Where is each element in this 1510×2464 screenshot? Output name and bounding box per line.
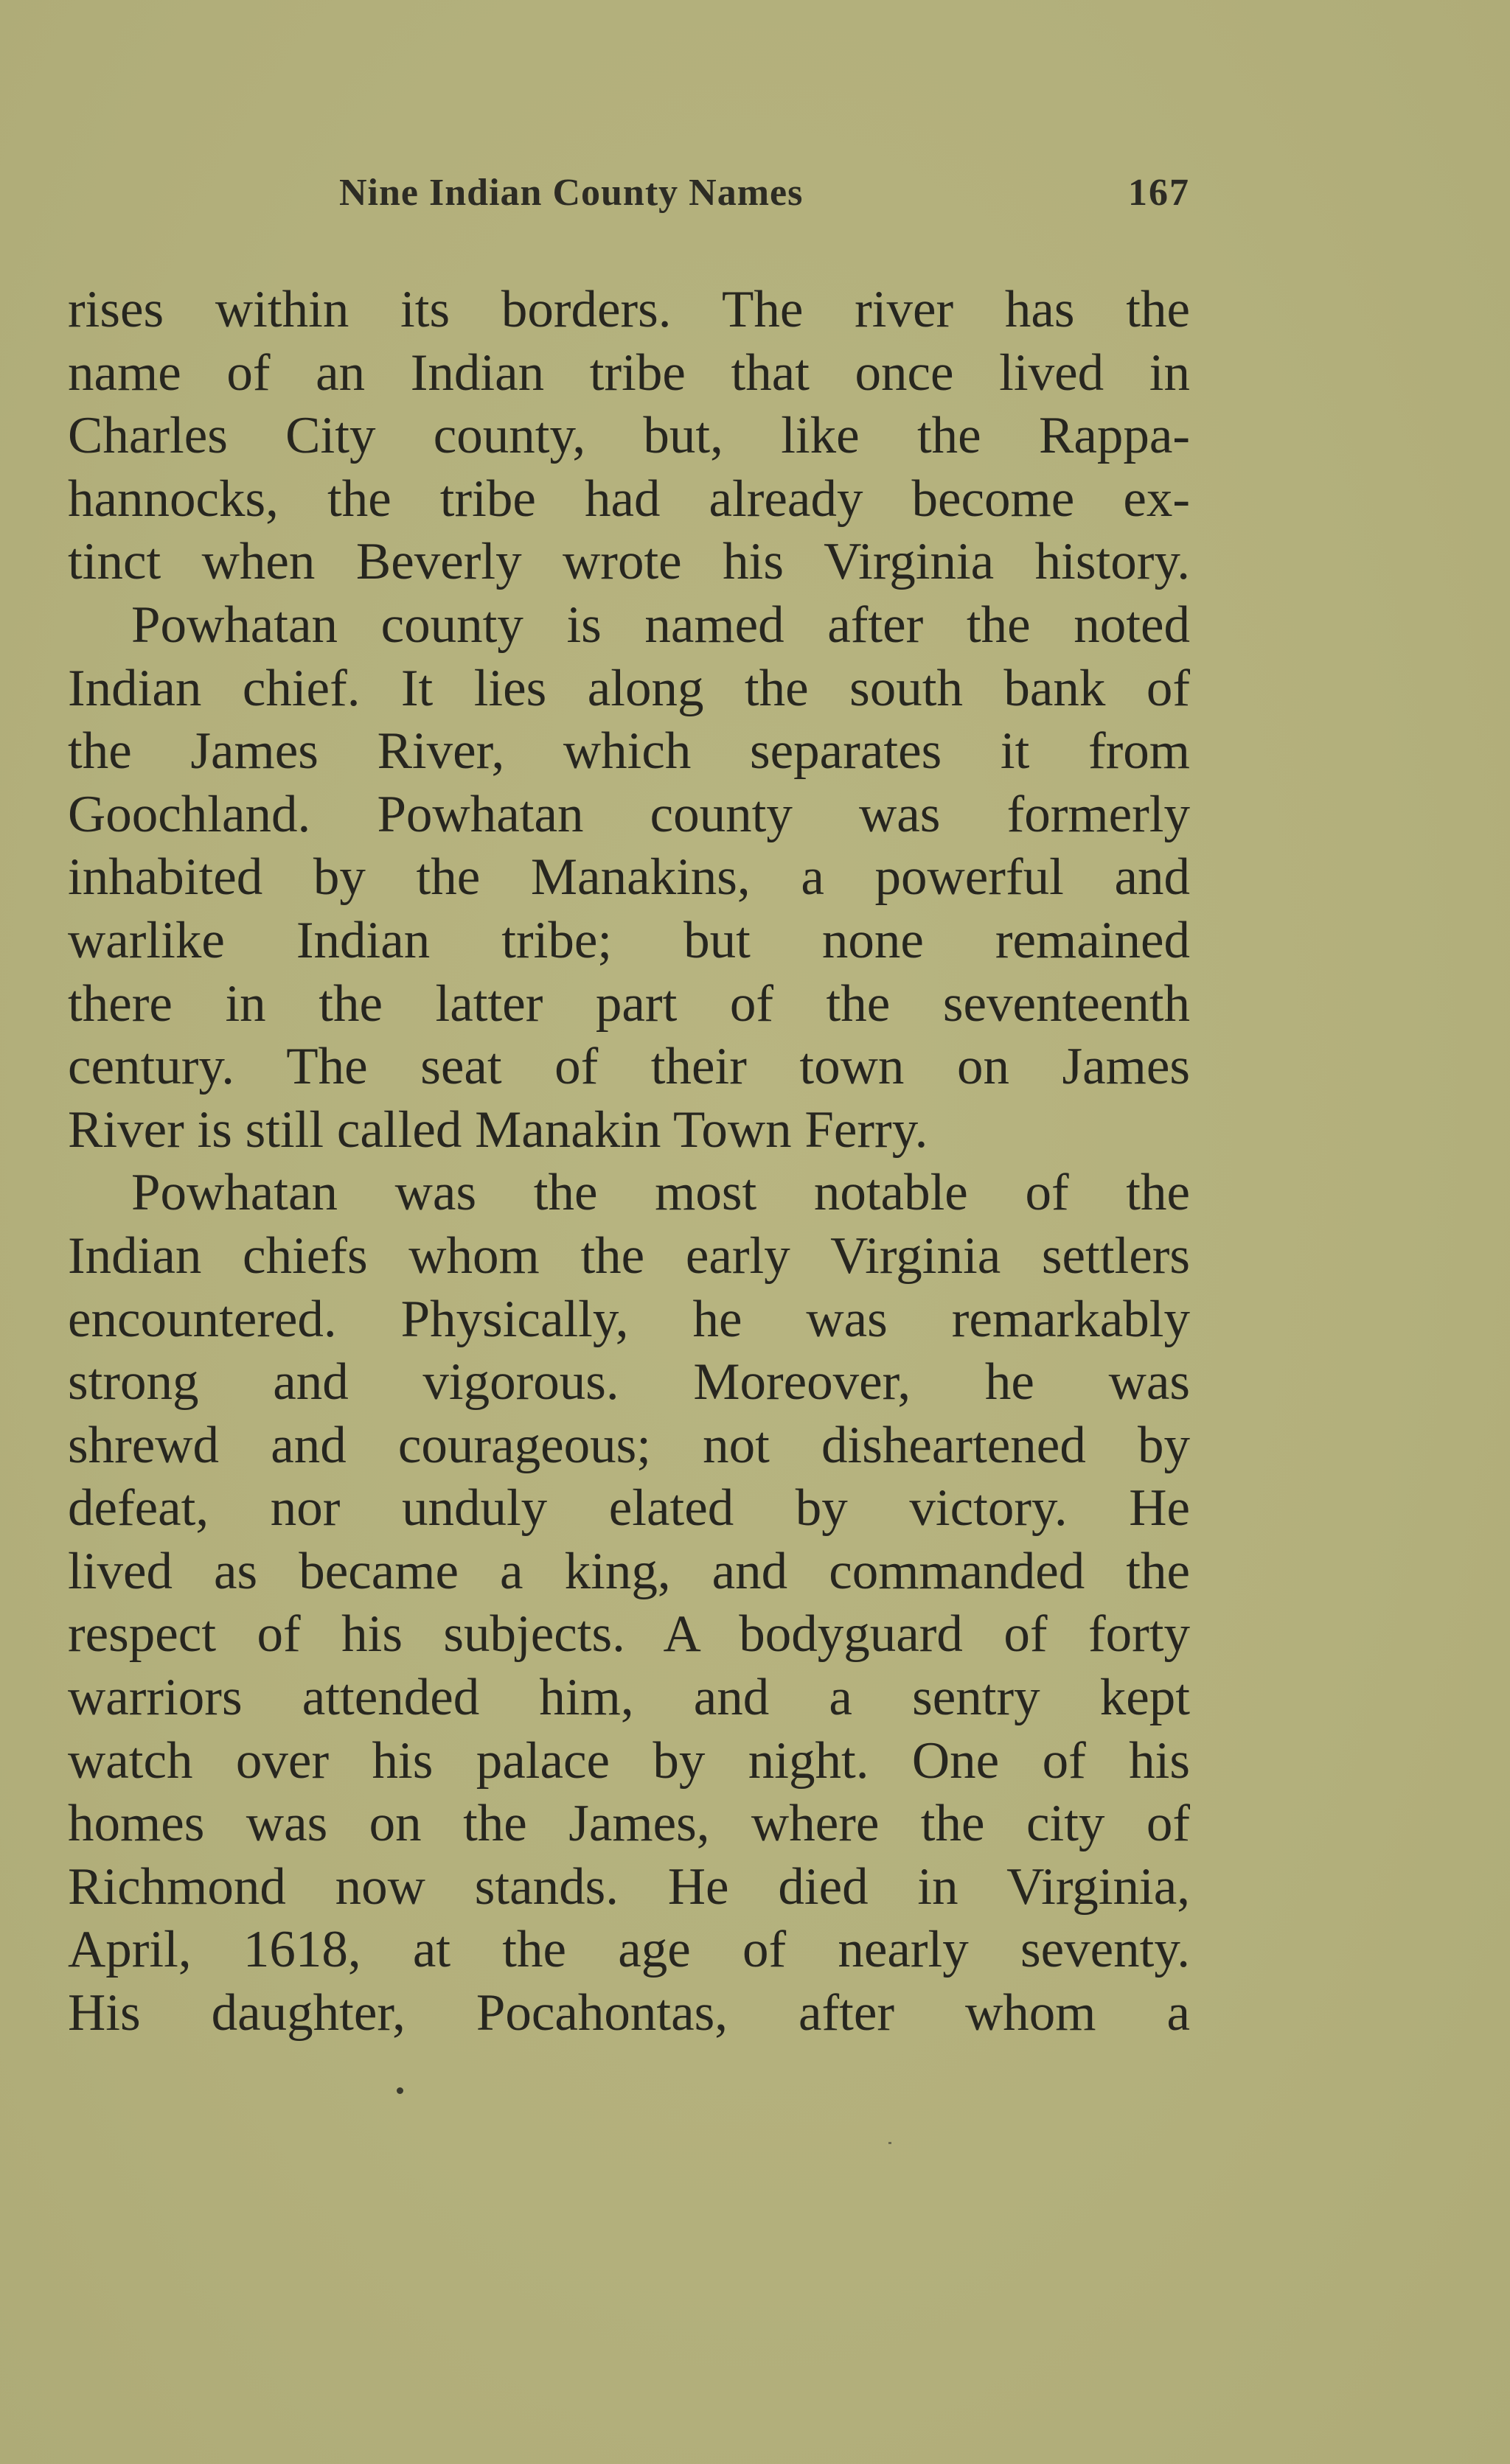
text-line: encountered. Physically, he was remarkably <box>68 1290 1190 1348</box>
text-line: century. The seat of their town on James <box>68 1038 1190 1096</box>
text-line: Indian chief. It lies along the south bank of <box>68 659 1190 717</box>
paragraph-end-line: River is still called Manakin Town Ferry. <box>68 1100 928 1159</box>
text-line: defeat, nor unduly elated by victory. He <box>68 1479 1190 1538</box>
text-line: shrewd and courageous; not disheartened by <box>68 1416 1190 1474</box>
text-line: rises within its borders. The river has the <box>68 281 1190 338</box>
page-number: 167 <box>1128 172 1190 214</box>
ink-speck <box>888 2142 891 2144</box>
text-line: there in the latter part of the seventeenth <box>68 974 1190 1033</box>
text-line: the James River, which separates it from <box>68 722 1190 781</box>
text-line: name of an Indian tribe that once lived in <box>68 343 1190 402</box>
text-line: strong and vigorous. Moreover, he was <box>68 1353 1190 1411</box>
text-line: His daughter, Pocahontas, after whom a <box>68 1984 1190 2042</box>
paragraph-start-line: Powhatan county is named after the noted <box>131 596 1190 654</box>
body-text <box>68 279 1190 2045</box>
ink-speck <box>397 2087 403 2094</box>
page-header <box>68 171 1190 223</box>
text-line: Goochland. Powhatan county was formerly <box>68 785 1190 843</box>
text-line: warriors attended him, and a sentry kept <box>68 1669 1190 1727</box>
text-line: respect of his subjects. A bodyguard of forty <box>68 1605 1190 1664</box>
text-line: warlike Indian tribe; but none remained <box>68 911 1190 969</box>
text-line: lived as became a king, and commanded the <box>68 1542 1190 1600</box>
text-line: homes was on the James, where the city of <box>68 1795 1190 1853</box>
text-line: watch over his palace by night. One of his <box>68 1731 1190 1790</box>
text-line: April, 1618, at the age of nearly seventy. <box>68 1921 1190 1979</box>
running-title: Nine Indian County Names <box>339 172 804 214</box>
text-line: inhabited by the Manakins, a powerful and <box>68 848 1190 907</box>
text-line: tinct when Beverly wrote his Virginia history. <box>68 533 1190 591</box>
text-line: hannocks, the tribe had already become ex- <box>68 470 1190 528</box>
text-line: Indian chiefs whom the early Virginia settlers <box>68 1226 1190 1285</box>
text-line: Charles City county, but, like the Rappa- <box>68 407 1190 465</box>
paragraph-start-line: Powhatan was the most notable of the <box>131 1164 1190 1222</box>
text-line: Richmond now stands. He died in Virginia, <box>68 1857 1190 1916</box>
